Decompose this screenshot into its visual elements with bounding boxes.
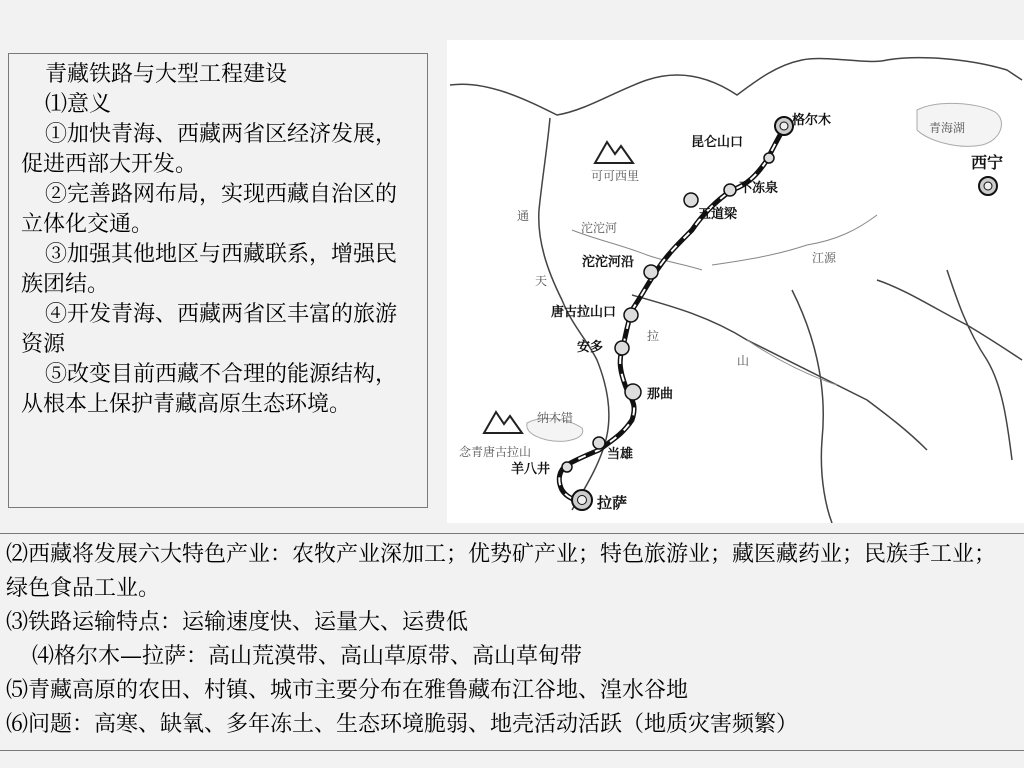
station-dangxiong <box>593 437 605 449</box>
station-budongquan <box>724 184 736 196</box>
fact-line: ⑹问题：高寒、缺氧、多年冻土、生态环境脆弱、地壳活动活跃（地质灾害频繁） <box>6 712 799 737</box>
label-xining: 西宁 <box>971 153 1004 172</box>
qinghai-tibet-railway-map <box>447 40 1024 523</box>
label-tuotuo-river: 沱沱河 <box>581 221 618 235</box>
label-tong: 通 <box>517 209 530 223</box>
label-wudaoliang: 五道梁 <box>698 207 738 222</box>
label-tuotuohe: 沱沱河沿 <box>582 255 635 270</box>
station-lhasa-center <box>578 496 587 505</box>
station-anduo <box>615 341 629 355</box>
label-naqu: 那曲 <box>647 387 674 402</box>
province-boundary <box>947 270 1012 460</box>
label-tian: 天 <box>535 274 548 288</box>
facts-panel <box>0 533 1024 751</box>
label-qinghai-lake: 青海湖 <box>929 121 966 135</box>
station-wudaoliang <box>684 193 698 207</box>
label-lhasa: 拉萨 <box>597 494 628 512</box>
station-tanggula <box>624 308 638 322</box>
fact-line: ⑷格尔木—拉萨：高山荒漠带、高山草原带、高山草甸带 <box>32 644 583 669</box>
station-yangbajing <box>562 462 572 472</box>
label-dangxiong: 当雄 <box>607 447 634 462</box>
label-anduo: 安多 <box>577 340 604 355</box>
panel-subhead: ⑴意义 <box>45 92 112 117</box>
meaning-point: ①加快青海、西藏两省区经济发展，促进西部大开发。 <box>21 122 398 177</box>
province-boundary <box>877 280 1022 360</box>
label-nyenchen: 念青唐古拉山 <box>459 445 532 459</box>
label-tanggula: 唐古拉山口 <box>551 305 617 320</box>
label-jiangyuan: 江源 <box>812 251 837 265</box>
station-kunlun <box>764 153 774 163</box>
meaning-panel <box>8 53 428 508</box>
label-shan: 山 <box>737 354 750 368</box>
label-namco: 纳木错 <box>537 411 574 425</box>
label-golmud: 格尔木 <box>792 113 832 128</box>
meaning-point: ④开发青海、西藏两省区丰富的旅游资源 <box>21 302 398 357</box>
label-kunlun: 昆仑山口 <box>691 135 744 150</box>
fact-line: ⑶铁路运输特点：运输速度快、运量大、运费低 <box>6 610 469 635</box>
station-golmud-center <box>780 122 788 130</box>
station-tuotuohe <box>644 265 658 279</box>
railway-map <box>447 40 1024 523</box>
meaning-point: ⑤改变目前西藏不合理的能源结构，从根本上保护青藏高原生态环境。 <box>21 362 398 417</box>
label-kekexili: 可可西里 <box>591 169 640 183</box>
label-la: 拉 <box>647 329 660 343</box>
meaning-point: ③加强其他地区与西藏联系，增强民族团结。 <box>21 242 398 297</box>
province-boundary <box>632 295 927 450</box>
label-yangbajing: 羊八井 <box>511 462 551 477</box>
fact-line: ⑵西藏将发展六大特色产业：农牧产业深加工；优势矿产业；特色旅游业；藏医藏药业；民族手工业；绿色食品工业。 <box>6 542 997 601</box>
meaning-point: ②完善路网布局，实现西藏自治区的立体化交通。 <box>21 182 398 237</box>
label-budongquan: 不冻泉 <box>739 181 779 196</box>
mountain-icon <box>595 142 633 163</box>
fact-line: ⑸青藏高原的农田、村镇、城市主要分布在雅鲁藏布江谷地、湟水谷地 <box>6 678 689 703</box>
river <box>712 215 877 265</box>
mountain-icon <box>484 412 522 433</box>
province-boundary <box>792 290 832 523</box>
station-xining-center <box>984 182 992 190</box>
station-naqu <box>625 384 641 400</box>
panel-title: 青藏铁路与大型工程建设 <box>45 62 288 87</box>
